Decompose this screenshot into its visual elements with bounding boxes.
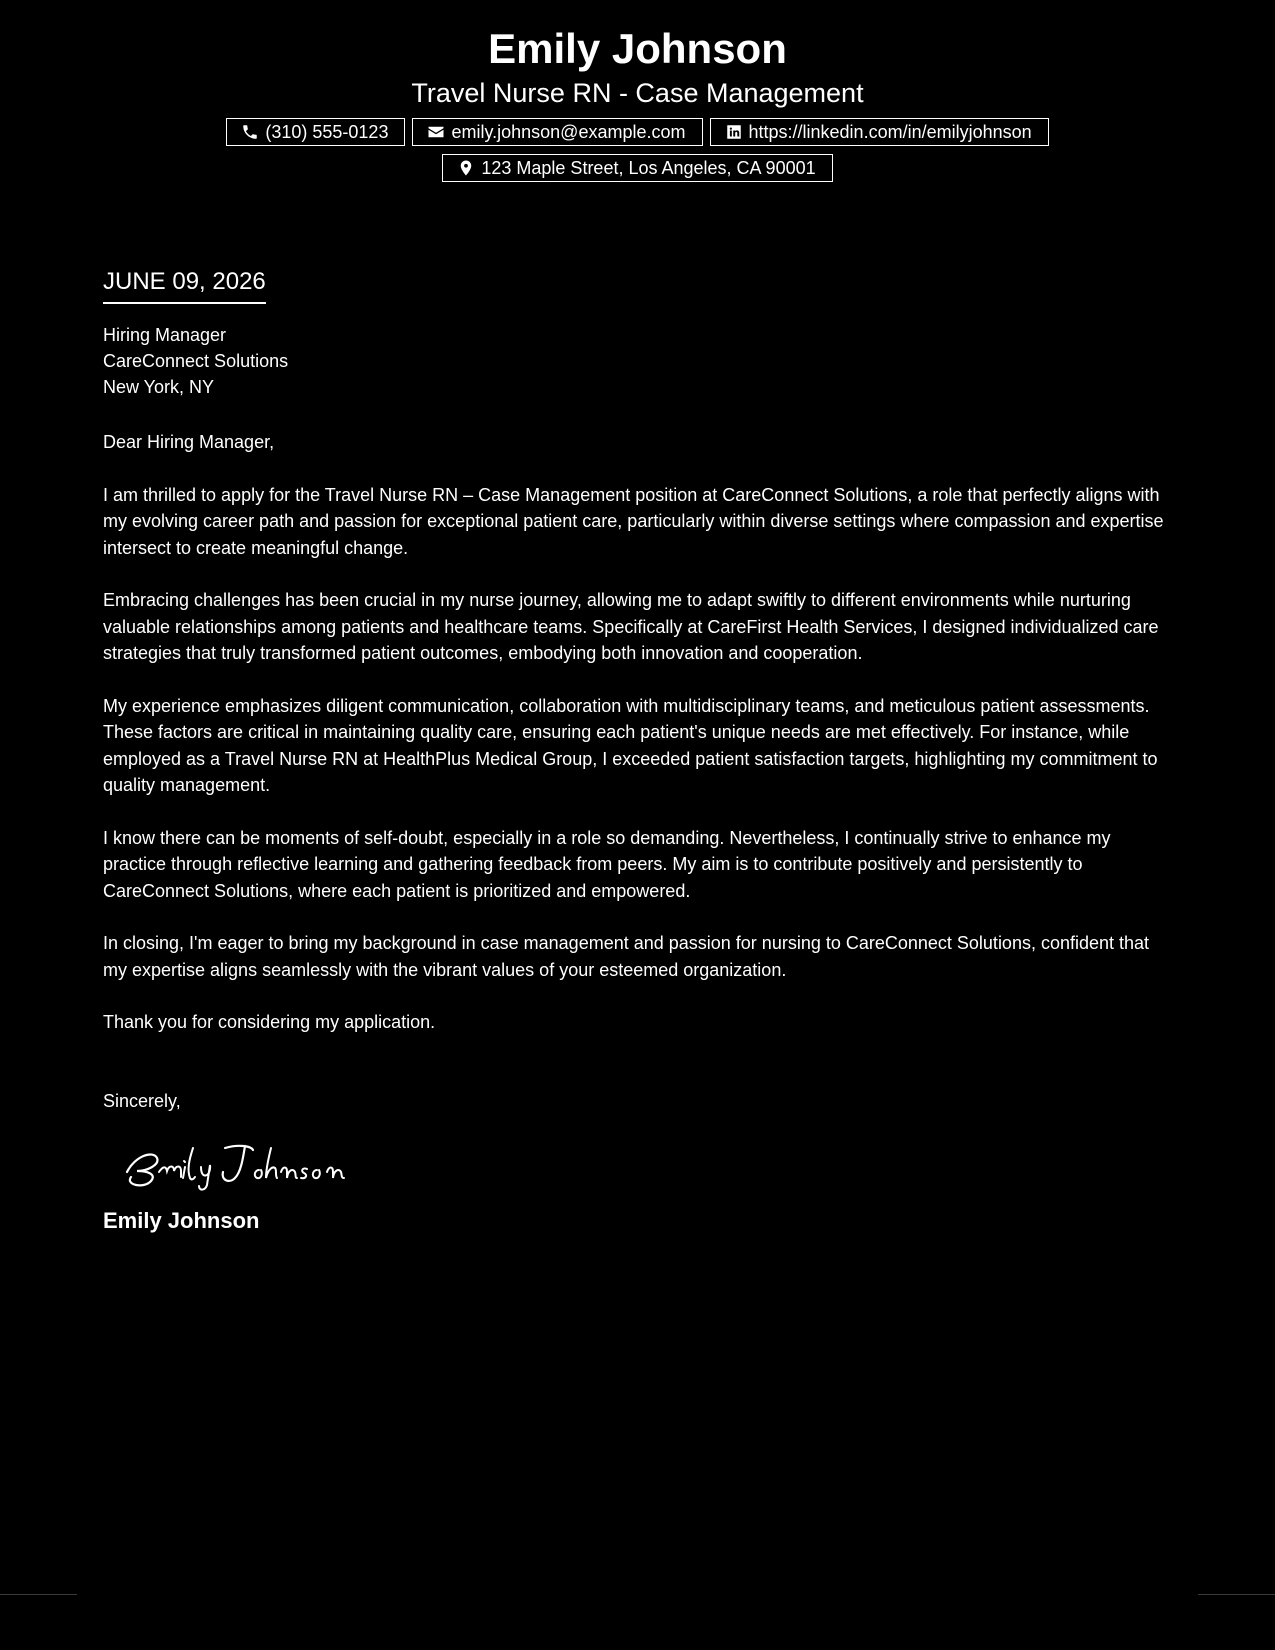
map-marker-icon	[457, 159, 475, 177]
letter-header	[0, 22, 1275, 182]
footer-divider-right	[1198, 1594, 1275, 1595]
closing: Sincerely,	[103, 1090, 181, 1111]
body-paragraph: I am thrilled to apply for the Travel Nurse RN – Case Management position at CareConnect Solutions, a role that perfectly aligns with my evolving career path and passion for exceptional patient care, particularly within diverse settings where compassion and expertise intersect to create meaningful change.	[103, 484, 1164, 558]
signed-name: Emily Johnson	[103, 1208, 260, 1233]
contact-phone[interactable]	[226, 118, 405, 146]
contact-linkedin[interactable]	[710, 118, 1049, 146]
handwritten-signature	[121, 1134, 1173, 1194]
phone-icon	[241, 123, 259, 141]
signature-image	[121, 1134, 361, 1194]
recipient-block	[103, 322, 1173, 400]
recipient-line: Hiring Manager	[103, 325, 227, 345]
applicant-name: Emily Johnson	[488, 25, 787, 72]
envelope-icon	[427, 123, 445, 141]
letter-date: JUNE 09, 2026	[103, 266, 266, 304]
body-paragraph: Embracing challenges has been crucial in my nurse journey, allowing me to adapt swiftly to different environments while nurturing valuable relationships among patients and healthcare teams. Specifically at CareFirst Health Services, I designed individualized care strategies that truly transformed patient outcomes, embodying both innovation and cooperation.	[103, 590, 1159, 663]
recipient-line: CareConnect Solutions	[103, 351, 289, 371]
linkedin-text: https://linkedin.com/in/emilyjohnson	[748, 121, 1032, 142]
address-text: 123 Maple Street, Los Angeles, CA 90001	[481, 157, 816, 178]
contact-address[interactable]	[442, 154, 832, 182]
phone-text: (310) 555-0123	[265, 121, 389, 142]
letter-body	[103, 266, 1173, 1235]
body-paragraph: Thank you for considering my application.	[103, 1012, 436, 1032]
body-paragraph: In closing, I'm eager to bring my background in case management and passion for nursing to CareConnect Solutions, confident that my expertise aligns seamlessly with the vibrant values of your esteemed organization.	[103, 933, 1150, 980]
body-paragraph: I know there can be moments of self-doubt, especially in a role so demanding. Nevertheless, I continually strive to enhance my practice through reflective learning and gathering feedback from peers. My aim is to contribute positively and persistently to CareConnect Solutions, where each patient is prioritized and empowered.	[103, 827, 1111, 901]
job-title: Travel Nurse RN - Case Management	[411, 78, 864, 108]
recipient-line: New York, NY	[103, 377, 215, 397]
contact-email[interactable]	[412, 118, 702, 146]
linkedin-icon	[725, 123, 743, 141]
salutation: Dear Hiring Manager,	[103, 432, 275, 452]
body-paragraph: My experience emphasizes diligent communication, collaboration with multidisciplinary teams, and meticulous patient assessments. These factors are critical in maintaining quality care, ensuring each patient's unique needs are met effectively. For instance, while employed as a Travel Nurse RN at HealthPlus Medical Group, I exceeded patient satisfaction targets, highlighting my commitment to quality management.	[103, 695, 1158, 795]
footer-divider-left	[0, 1594, 77, 1595]
contact-list	[198, 118, 1078, 182]
email-text: emily.johnson@example.com	[451, 121, 686, 142]
